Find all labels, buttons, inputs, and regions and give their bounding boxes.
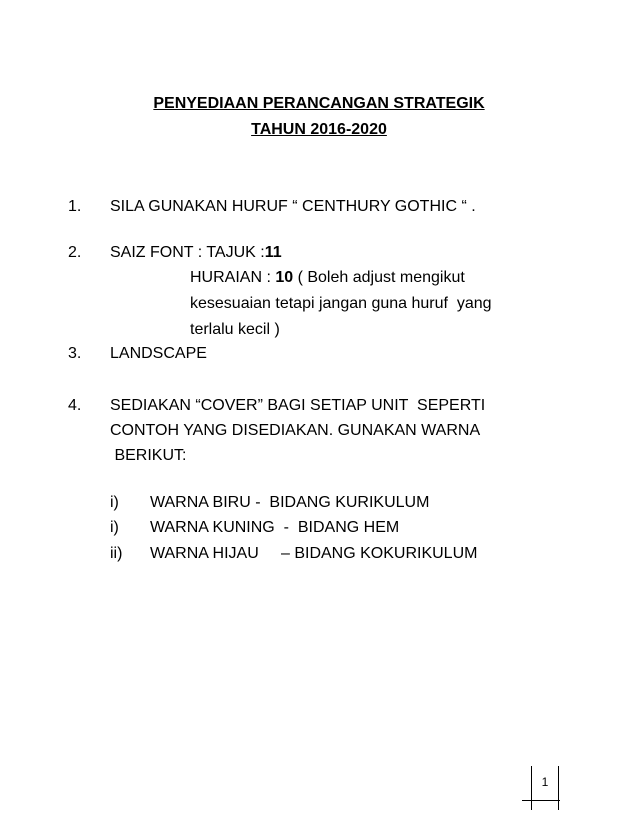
page-number-box-tick bbox=[531, 800, 532, 810]
item-2-line-1 bbox=[110, 244, 282, 262]
item-1-number: 1. bbox=[68, 198, 82, 215]
color-item-1-text: WARNA BIRU - BIDANG KURIKULUM bbox=[150, 494, 430, 511]
item-4-line-1: SEDIAKAN “COVER” BAGI SETIAP UNIT SEPERTI bbox=[110, 397, 486, 414]
title-font-size: 11 bbox=[264, 244, 282, 261]
item-4-line-3: BERIKUT: bbox=[110, 447, 187, 464]
item-4-number: 4. bbox=[68, 397, 82, 414]
item-3-number: 3. bbox=[68, 345, 82, 362]
item-2-line-2 bbox=[190, 269, 465, 287]
title-line-2: TAHUN 2016-2020 bbox=[251, 121, 387, 138]
item-4-line-2: CONTOH YANG DISEDIAKAN. GUNAKAN WARNA bbox=[110, 422, 481, 439]
color-item-3-text: WARNA HIJAU – BIDANG KOKURIKULUM bbox=[150, 545, 478, 562]
item-3-text: LANDSCAPE bbox=[110, 345, 207, 362]
description-font-size: 10 bbox=[275, 269, 294, 286]
color-item-2-marker: i) bbox=[110, 519, 119, 536]
description-label: HURAIAN : bbox=[190, 269, 276, 286]
color-item-2-text: WARNA KUNING - BIDANG HEM bbox=[150, 519, 400, 536]
page-number: 1 bbox=[541, 775, 549, 789]
item-2-line-4: terlalu kecil ) bbox=[190, 321, 280, 338]
title-line-1: PENYEDIAAN PERANCANGAN STRATEGIK bbox=[153, 95, 485, 112]
font-size-label: SAIZ FONT : TAJUK : bbox=[110, 244, 265, 261]
description-note: ( Boleh adjust mengikut bbox=[293, 269, 465, 286]
item-1-text: SILA GUNAKAN HURUF “ CENTHURY GOTHIC “ . bbox=[110, 198, 476, 215]
color-item-1-marker: i) bbox=[110, 494, 119, 511]
item-2-line-3: kesesuaian tetapi jangan guna huruf yang bbox=[190, 295, 492, 312]
color-item-3-marker: ii) bbox=[110, 545, 123, 562]
item-2-number: 2. bbox=[68, 244, 82, 261]
